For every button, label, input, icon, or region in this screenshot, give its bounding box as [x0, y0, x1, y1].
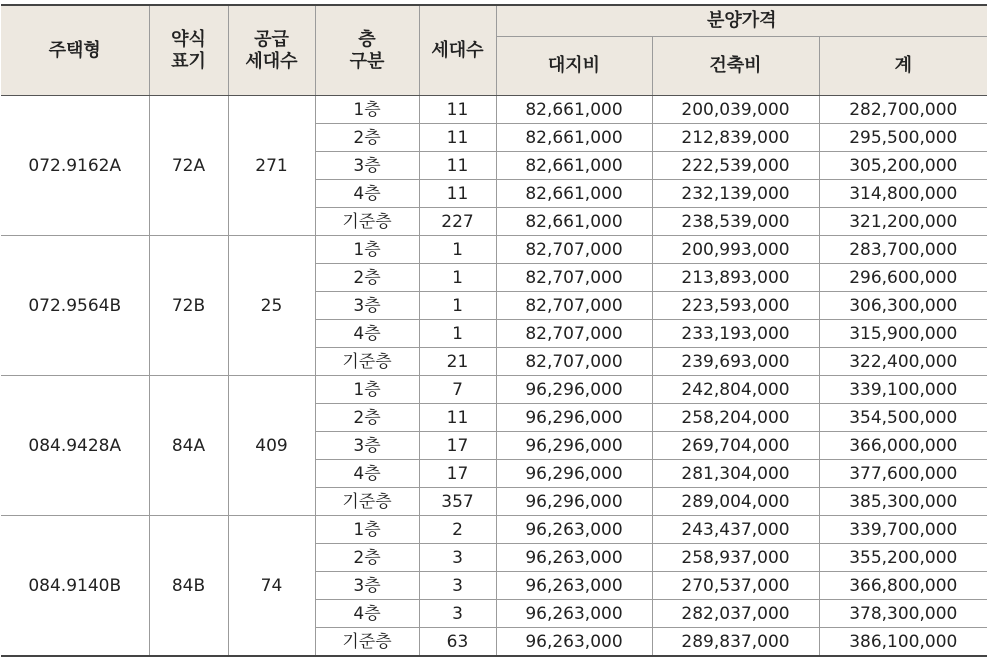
header-land: 대지비 — [496, 37, 652, 96]
cell-units: 7 — [419, 376, 496, 404]
cell-total: 339,100,000 — [819, 376, 987, 404]
cell-building: 282,037,000 — [652, 600, 819, 628]
cell-building: 239,693,000 — [652, 348, 819, 376]
header-floor-line2: 구분 — [349, 50, 385, 72]
cell-land: 96,263,000 — [496, 544, 652, 572]
cell-abbr: 84A — [149, 376, 228, 516]
cell-type: 084.9428A — [1, 376, 149, 516]
cell-units: 17 — [419, 460, 496, 488]
cell-floor: 3층 — [315, 152, 419, 180]
cell-units: 3 — [419, 600, 496, 628]
cell-floor: 2층 — [315, 544, 419, 572]
cell-land: 96,296,000 — [496, 376, 652, 404]
cell-building: 258,204,000 — [652, 404, 819, 432]
cell-land: 96,296,000 — [496, 488, 652, 516]
cell-units: 11 — [419, 404, 496, 432]
cell-total: 385,300,000 — [819, 488, 987, 516]
cell-units: 21 — [419, 348, 496, 376]
cell-land: 96,263,000 — [496, 572, 652, 600]
cell-floor: 1층 — [315, 96, 419, 124]
header-abbr-line1: 약식 — [171, 28, 206, 50]
cell-total: 296,600,000 — [819, 264, 987, 292]
header-floor-line1: 층 — [358, 28, 376, 50]
cell-supply: 271 — [228, 96, 315, 236]
cell-total: 321,200,000 — [819, 208, 987, 236]
cell-land: 82,707,000 — [496, 264, 652, 292]
cell-building: 243,437,000 — [652, 516, 819, 544]
header-units: 세대수 — [419, 5, 496, 96]
cell-supply: 74 — [228, 516, 315, 657]
cell-units: 17 — [419, 432, 496, 460]
cell-floor: 2층 — [315, 264, 419, 292]
cell-land: 82,661,000 — [496, 96, 652, 124]
cell-floor: 기준층 — [315, 348, 419, 376]
cell-building: 238,539,000 — [652, 208, 819, 236]
table-body — [1, 96, 987, 657]
cell-land: 96,263,000 — [496, 516, 652, 544]
header-abbr — [149, 5, 228, 96]
cell-land: 82,661,000 — [496, 124, 652, 152]
cell-units: 3 — [419, 572, 496, 600]
cell-building: 200,039,000 — [652, 96, 819, 124]
cell-total: 339,700,000 — [819, 516, 987, 544]
cell-floor: 3층 — [315, 432, 419, 460]
cell-floor: 1층 — [315, 376, 419, 404]
cell-type: 072.9564B — [1, 236, 149, 376]
cell-floor: 4층 — [315, 600, 419, 628]
cell-floor: 1층 — [315, 236, 419, 264]
cell-units: 227 — [419, 208, 496, 236]
cell-building: 289,004,000 — [652, 488, 819, 516]
cell-land: 82,707,000 — [496, 320, 652, 348]
cell-total: 377,600,000 — [819, 460, 987, 488]
cell-supply: 25 — [228, 236, 315, 376]
cell-building: 289,837,000 — [652, 628, 819, 657]
cell-total: 366,000,000 — [819, 432, 987, 460]
cell-land: 96,296,000 — [496, 404, 652, 432]
header-floor — [315, 5, 419, 96]
cell-units: 11 — [419, 152, 496, 180]
cell-total: 295,500,000 — [819, 124, 987, 152]
header-total: 계 — [819, 37, 987, 96]
cell-units: 63 — [419, 628, 496, 657]
header-price: 분양가격 — [496, 5, 987, 37]
cell-abbr: 72B — [149, 236, 228, 376]
cell-units: 3 — [419, 544, 496, 572]
cell-type: 072.9162A — [1, 96, 149, 236]
header-building: 건축비 — [652, 37, 819, 96]
cell-land: 96,263,000 — [496, 628, 652, 657]
header-supply — [228, 5, 315, 96]
cell-building: 269,704,000 — [652, 432, 819, 460]
cell-building: 223,593,000 — [652, 292, 819, 320]
header-supply-line1: 공급 — [254, 28, 289, 50]
cell-floor: 기준층 — [315, 488, 419, 516]
cell-total: 305,200,000 — [819, 152, 987, 180]
cell-total: 315,900,000 — [819, 320, 987, 348]
cell-abbr: 84B — [149, 516, 228, 657]
cell-units: 357 — [419, 488, 496, 516]
cell-land: 82,707,000 — [496, 292, 652, 320]
cell-total: 366,800,000 — [819, 572, 987, 600]
cell-building: 270,537,000 — [652, 572, 819, 600]
cell-total: 283,700,000 — [819, 236, 987, 264]
cell-floor: 2층 — [315, 124, 419, 152]
cell-total: 322,400,000 — [819, 348, 987, 376]
cell-building: 232,139,000 — [652, 180, 819, 208]
cell-land: 82,707,000 — [496, 348, 652, 376]
cell-land: 82,661,000 — [496, 152, 652, 180]
cell-building: 233,193,000 — [652, 320, 819, 348]
cell-floor: 4층 — [315, 460, 419, 488]
table-row — [1, 516, 987, 544]
table-row — [1, 96, 987, 124]
cell-floor: 2층 — [315, 404, 419, 432]
table-row — [1, 376, 987, 404]
table-header — [1, 5, 987, 96]
cell-land: 82,707,000 — [496, 236, 652, 264]
header-abbr-line2: 표기 — [171, 50, 206, 72]
cell-land: 82,661,000 — [496, 180, 652, 208]
header-supply-line2: 세대수 — [245, 50, 298, 72]
cell-units: 1 — [419, 236, 496, 264]
cell-total: 386,100,000 — [819, 628, 987, 657]
cell-total: 355,200,000 — [819, 544, 987, 572]
cell-units: 11 — [419, 96, 496, 124]
cell-building: 200,993,000 — [652, 236, 819, 264]
cell-units: 11 — [419, 124, 496, 152]
cell-total: 354,500,000 — [819, 404, 987, 432]
cell-units: 1 — [419, 320, 496, 348]
cell-floor: 3층 — [315, 292, 419, 320]
cell-building: 213,893,000 — [652, 264, 819, 292]
cell-floor: 3층 — [315, 572, 419, 600]
cell-units: 2 — [419, 516, 496, 544]
cell-units: 11 — [419, 180, 496, 208]
table-row — [1, 236, 987, 264]
cell-building: 258,937,000 — [652, 544, 819, 572]
cell-floor: 기준층 — [315, 208, 419, 236]
cell-land: 96,296,000 — [496, 432, 652, 460]
cell-type: 084.9140B — [1, 516, 149, 657]
cell-units: 1 — [419, 264, 496, 292]
cell-floor: 4층 — [315, 320, 419, 348]
cell-total: 282,700,000 — [819, 96, 987, 124]
cell-land: 82,661,000 — [496, 208, 652, 236]
cell-units: 1 — [419, 292, 496, 320]
cell-building: 281,304,000 — [652, 460, 819, 488]
cell-land: 96,296,000 — [496, 460, 652, 488]
cell-total: 314,800,000 — [819, 180, 987, 208]
cell-building: 212,839,000 — [652, 124, 819, 152]
cell-total: 378,300,000 — [819, 600, 987, 628]
cell-supply: 409 — [228, 376, 315, 516]
cell-total: 306,300,000 — [819, 292, 987, 320]
cell-floor: 1층 — [315, 516, 419, 544]
cell-building: 222,539,000 — [652, 152, 819, 180]
cell-land: 96,263,000 — [496, 600, 652, 628]
header-type: 주택형 — [1, 5, 149, 96]
cell-floor: 기준층 — [315, 628, 419, 657]
cell-abbr: 72A — [149, 96, 228, 236]
cell-floor: 4층 — [315, 180, 419, 208]
price-table — [1, 4, 987, 657]
cell-building: 242,804,000 — [652, 376, 819, 404]
